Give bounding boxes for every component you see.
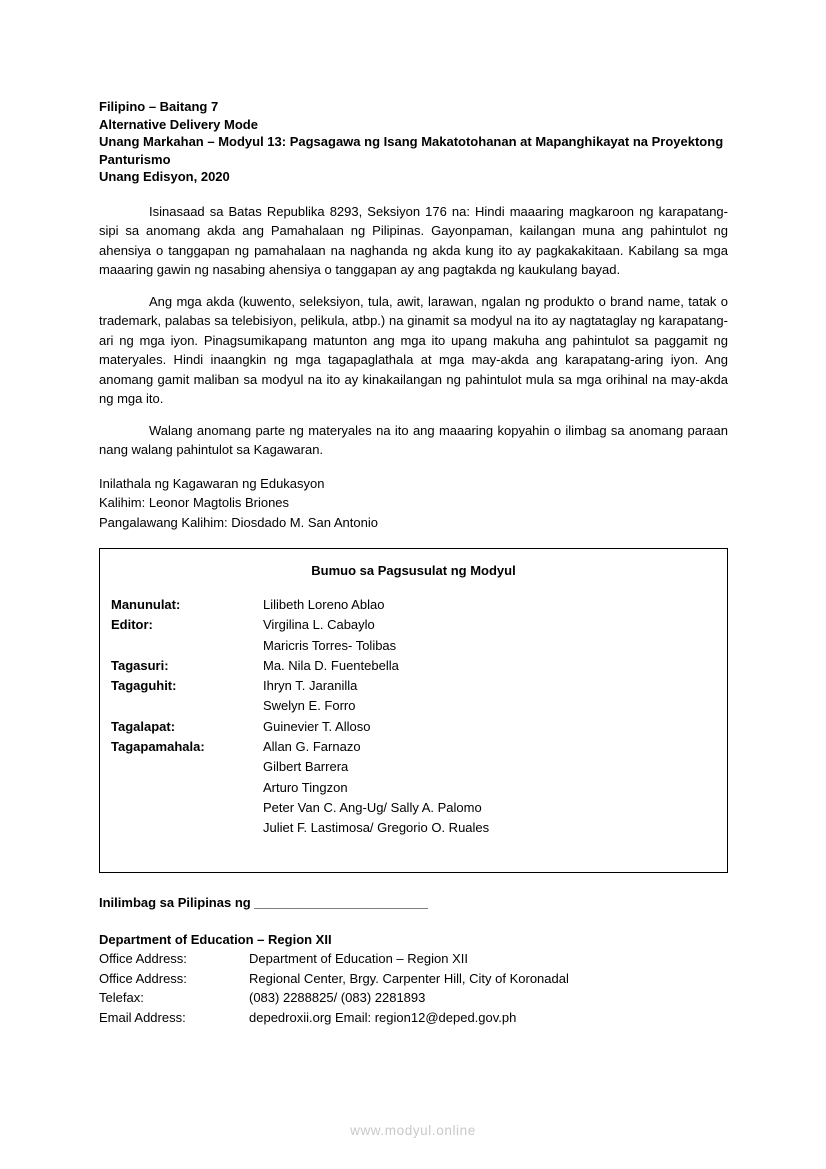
table-row — [111, 818, 727, 838]
publisher-line-1: Inilathala ng Kagawaran ng Edukasyon — [99, 475, 325, 491]
credits-role — [111, 778, 263, 798]
credits-person: Swelyn E. Forro — [263, 698, 356, 714]
credits-person: Guinevier T. Alloso — [263, 718, 371, 734]
table-row — [111, 595, 727, 615]
contact-label: Email Address: — [99, 1010, 186, 1026]
table-row — [111, 778, 727, 798]
table-row — [111, 798, 727, 818]
table-row — [111, 757, 727, 777]
credits-role: Tagalapat: — [111, 718, 176, 734]
credits-role — [111, 798, 263, 818]
copyright-paragraph-2: Ang mga akda (kuwento, seleksiyon, tula, awit, larawan, ngalan ng produkto o brand name, tatak o trademark, palabas sa telebisiyon, pelikula, atbp.) na ginamit sa modyul na ito ay nagtataglay ng karapatang-ari ng mga iyon. Pinagsumikapang matunton ang mga ito upang makuha ang pahintulot sa paggamit ng materyales. Hindi inaangkin ng mga tagapaglathala at mga may-akda ang karapatang-aring iyon. Ang anomang gamit maliban sa modyul na ito ay kinakailangan ng pahintulot mula sa mga orihinal na may-akda ng mga ito. — [99, 293, 728, 406]
title-line-4: Unang Edisyon, 2020 — [99, 169, 230, 184]
credits-person: Gilbert Barrera — [263, 759, 349, 775]
contact-value: (083) 2288825/ (083) 2281893 — [249, 990, 426, 1006]
copyright-paragraph-3: Walang anomang parte ng materyales na ito ang maaaring kopyahin o ilimbag sa anomang paraan nang walang pahintulot sa Kagawaran. — [99, 422, 728, 457]
contact-label: Office Address: — [99, 970, 187, 986]
title-line-1: Filipino – Baitang 7 — [99, 99, 219, 114]
table-row — [99, 1008, 569, 1028]
copyright-paragraph-1: Isinasaad sa Batas Republika 8293, Seksiyon 176 na: Hindi maaaring magkaroon ng karapatang-sipi sa anomang akda ang Pamahalaan ng Pilipinas. Gayonpaman, kailangan muna ang pahintulot ng ahensiya o tanggapan ng pamahalaan na naghanda ng akda kung ito ay pagkakakitaan. Kabilang sa mga maaaring gawin ng nasabing ahensiya o tanggapan ay ang pagtakda ng kaukulang bayad. — [99, 203, 728, 277]
title-line-3: Unang Markahan – Modyul 13: Pagsagawa ng Isang Makatotohanan at Mapanghikayat na Proyektong Panturismo — [99, 134, 727, 167]
table-row — [111, 676, 727, 696]
publisher-block — [99, 474, 728, 533]
document-content — [99, 98, 728, 1028]
credits-box — [99, 548, 728, 873]
credits-role: Tagasuri: — [111, 657, 169, 673]
credits-role — [111, 818, 263, 838]
table-row — [111, 656, 727, 676]
table-row — [111, 717, 727, 737]
table-row — [111, 615, 727, 635]
table-row — [99, 988, 569, 1008]
contact-value: Regional Center, Brgy. Carpenter Hill, City of Koronadal — [249, 970, 569, 986]
title-line-2: Alternative Delivery Mode — [99, 116, 258, 132]
credits-person: Ihryn T. Jaranilla — [263, 678, 358, 694]
credits-heading: Bumuo sa Pagsusulat ng Modyul — [311, 563, 516, 578]
credits-person: Maricris Torres- Tolibas — [263, 637, 397, 653]
credits-person: Allan G. Farnazo — [263, 739, 361, 755]
credits-person: Lilibeth Loreno Ablao — [263, 597, 385, 612]
table-row — [111, 696, 727, 716]
credits-person: Virgilina L. Cabaylo — [263, 617, 375, 633]
table-row — [111, 636, 727, 656]
table-row — [99, 969, 569, 989]
department-title: Department of Education – Region XII — [99, 932, 332, 947]
contact-label: Telefax: — [99, 990, 144, 1006]
credits-role: Tagapamahala: — [111, 739, 205, 755]
contact-value: depedroxii.org Email: region12@deped.gov.ph — [249, 1010, 517, 1026]
publisher-line-3: Pangalawang Kalihim: Diosdado M. San Antonio — [99, 514, 378, 530]
contact-table — [99, 949, 569, 1028]
credits-role — [111, 636, 263, 656]
table-row — [111, 737, 727, 757]
contact-value: Department of Education – Region XII — [249, 951, 468, 966]
table-row — [99, 949, 569, 969]
credits-role: Manunulat: — [111, 597, 181, 612]
credits-role: Tagaguhit: — [111, 678, 177, 694]
credits-role — [111, 696, 263, 716]
credits-person: Ma. Nila D. Fuentebella — [263, 657, 399, 673]
publisher-line-2: Kalihim: Leonor Magtolis Briones — [99, 495, 290, 510]
credits-table — [111, 595, 727, 839]
credits-role — [111, 757, 263, 777]
credits-person: Arturo Tingzon — [263, 779, 348, 795]
credits-person: Juliet F. Lastimosa/ Gregorio O. Ruales — [263, 820, 490, 836]
credits-person: Peter Van C. Ang-Ug/ Sally A. Palomo — [263, 799, 482, 815]
watermark: www.modyul.online — [350, 1123, 476, 1138]
credits-role: Editor: — [111, 617, 153, 633]
document-title-block — [99, 98, 728, 186]
contact-label: Office Address: — [99, 951, 187, 966]
printed-in-line: Inilimbag sa Pilipinas ng ________________________ — [99, 895, 428, 910]
